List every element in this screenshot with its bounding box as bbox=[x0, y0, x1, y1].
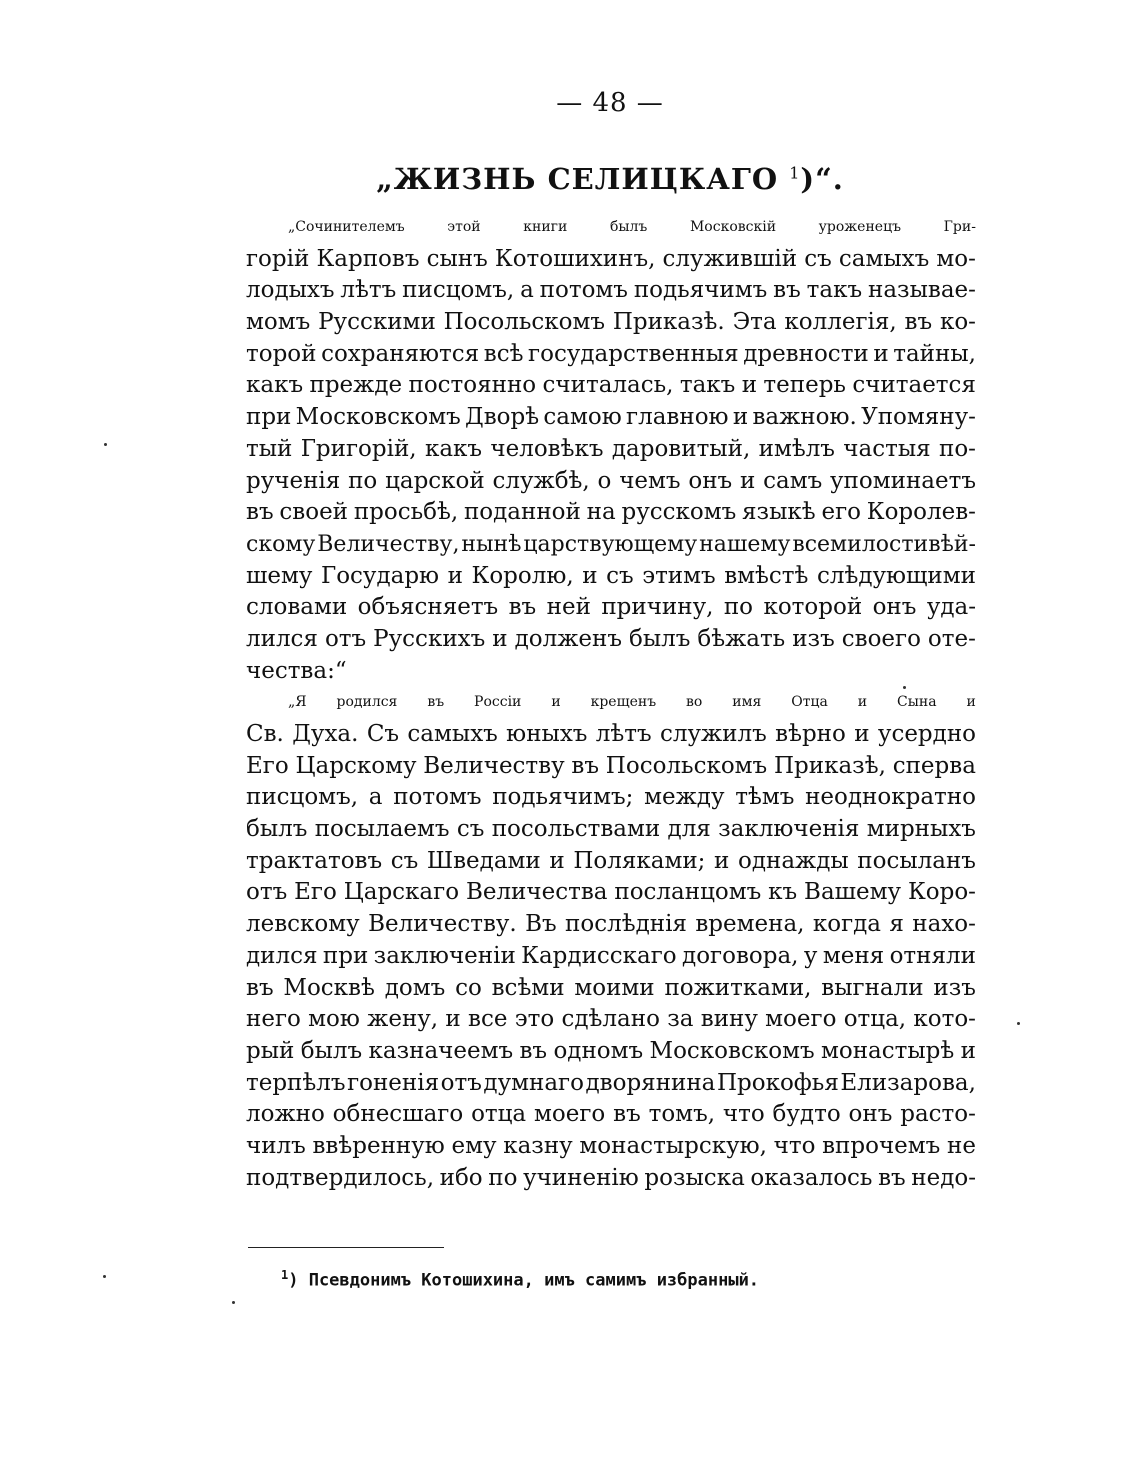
text-line: „Я родился въ Россіи и крещенъ во имя Отца и Сына и bbox=[288, 694, 976, 711]
text-line: дился при заключеніи Кардисскаго договора, у меня отняли bbox=[246, 942, 976, 969]
text-line: подтвердилось, ибо по учиненію розыска оказалось въ недо- bbox=[246, 1164, 976, 1191]
text-line: Его Царскому Величеству въ Посольскомъ Приказѣ, сперва bbox=[246, 752, 976, 779]
text-line: шему Государю и Королю, и съ этимъ вмѣстѣ слѣдующими bbox=[246, 562, 976, 589]
text-line: левскому Величеству. Въ послѣднія времена, когда я нахо- bbox=[246, 911, 976, 938]
footnote-divider bbox=[248, 1247, 444, 1248]
text-line: словами объясняетъ въ ней причину, по которой онъ уда- bbox=[246, 594, 976, 621]
chapter-title-close: )“. bbox=[800, 162, 844, 196]
text-line: чества:“ bbox=[246, 657, 347, 684]
text-line: терпѣлъ гоненія отъ думнаго дворянина Прокофья Елизарова, bbox=[246, 1069, 976, 1096]
text-line: трактатовъ съ Шведами и Поляками; и однажды посыланъ bbox=[246, 847, 976, 874]
scan-speck bbox=[903, 686, 906, 689]
text-line: момъ Русскими Посольскомъ Приказѣ. Эта коллегія, въ ко- bbox=[246, 309, 976, 336]
text-line: горій Карповъ сынъ Котошихинъ, служившій съ самыхъ мо- bbox=[246, 245, 976, 272]
scan-speck bbox=[103, 1275, 106, 1278]
footnote-text: ) Псевдонимъ Котошихина, имъ самимъ избранный. bbox=[288, 1270, 760, 1291]
footnote bbox=[281, 1268, 759, 1291]
text-line: Св. Духа. Съ самыхъ юныхъ лѣтъ служилъ вѣрно и усердно bbox=[246, 721, 976, 747]
text-line: чилъ ввѣренную ему казну монастырскую, что впрочемъ не bbox=[246, 1132, 976, 1159]
text-line: писцомъ, а потомъ подьячимъ; между тѣмъ неоднократно bbox=[246, 784, 976, 811]
scan-speck bbox=[104, 443, 107, 446]
title-footnote-marker: 1 bbox=[789, 163, 801, 183]
text-line: него мою жену, и все это сдѣлано за вину моего отца, кото- bbox=[246, 1006, 976, 1033]
text-line: отъ Его Царскаго Величества посланцомъ къ Вашему Коро- bbox=[246, 879, 976, 906]
page-number: — 48 — bbox=[556, 88, 664, 118]
text-line: лился отъ Русскихъ и долженъ былъ бѣжать изъ своего оте- bbox=[246, 625, 976, 652]
text-line: въ своей просьбѣ, поданной на русскомъ языкѣ его Королев- bbox=[246, 499, 976, 526]
scan-speck bbox=[232, 1301, 235, 1304]
text-line: рученія по царской службѣ, о чемъ онъ и самъ упоминаетъ bbox=[246, 467, 976, 494]
text-line: лодыхъ лѣтъ писцомъ, а потомъ подьячимъ въ такъ называе- bbox=[246, 277, 976, 304]
text-line: былъ посылаемъ съ посольствами для заключенія мирныхъ bbox=[246, 816, 976, 843]
text-line: скому Величеству, нынѣ царствующему нашему всемилостивѣй- bbox=[246, 531, 976, 557]
text-line: тый Григорій, какъ человѣкъ даровитый, имѣлъ частыя по- bbox=[246, 435, 976, 462]
text-line: при Московскомъ Дворѣ самою главною и важною. Упомяну- bbox=[246, 404, 976, 431]
body-text bbox=[246, 212, 976, 1194]
scan-speck bbox=[1017, 1022, 1020, 1025]
text-line: рый былъ казначеемъ въ одномъ Московскомъ монастырѣ и bbox=[246, 1037, 976, 1064]
text-line: торой сохраняются всѣ государственныя древности и тайны, bbox=[246, 340, 976, 367]
text-line: ложно обнесшаго отца моего въ томъ, что будто онъ расто- bbox=[246, 1101, 976, 1128]
footnote-marker: 1 bbox=[281, 1268, 289, 1282]
text-line: въ Москвѣ домъ со всѣми моими пожитками, выгнали изъ bbox=[246, 974, 976, 1001]
text-line: „Сочинителемъ этой книги былъ Московскій уроженецъ Гри- bbox=[288, 219, 976, 235]
text-line: какъ прежде постоянно считалась, такъ и теперь считается bbox=[246, 372, 976, 399]
chapter-title-text: „ЖИЗНЬ СЕЛИЦКАГО bbox=[376, 162, 779, 196]
chapter-title bbox=[0, 162, 1140, 196]
